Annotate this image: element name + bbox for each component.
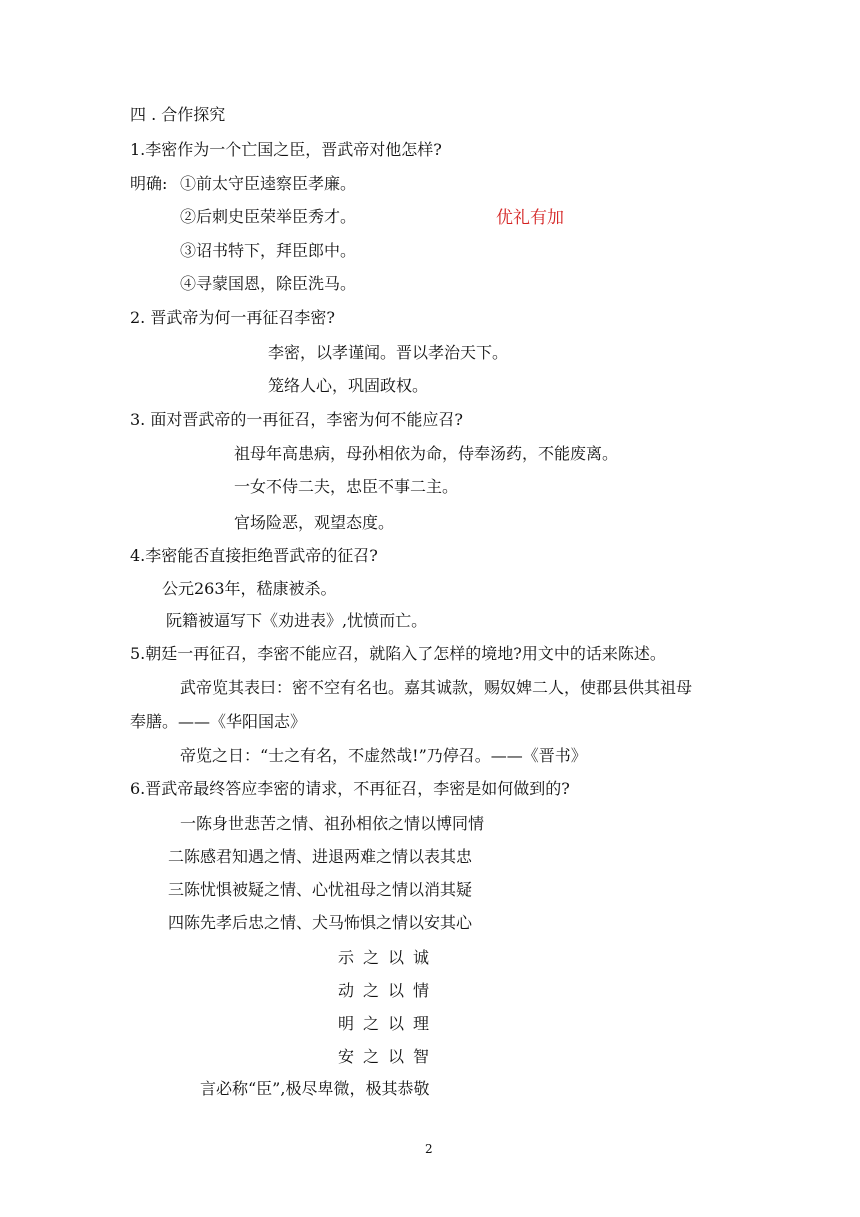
q6-summary-1: 示之以诚 (338, 948, 439, 967)
question-5: 5.朝廷一再征召，李密不能应召，就陷入了怎样的境地?用文中的话来陈述。 (130, 644, 666, 663)
q6-summary-3: 明之以理 (338, 1014, 439, 1033)
q4-answer-2: 阮籍被逼写下《劝进表》,忧愤而亡。 (166, 611, 428, 630)
q3-answer-2: 一女不侍二夫，忠臣不事二主。 (234, 477, 459, 496)
q5-quote-1-line-2: 奉膳。——《华阳国志》 (130, 712, 307, 731)
q1-note: 优礼有加 (496, 208, 564, 228)
question-1: 1.李密作为一个亡国之臣，晋武帝对他怎样? (130, 140, 442, 159)
q6-answer-2: 二陈感君知遇之情、进退两难之情以表其忠 (168, 847, 473, 866)
q2-answer-2: 笼络人心，巩固政权。 (268, 376, 429, 395)
q5-quote-1-line-1: 武帝览其表曰：密不空有名也。嘉其诚款，赐奴婢二人，使郡县供其祖母 (180, 678, 693, 697)
q6-summary-4: 安之以智 (338, 1047, 439, 1066)
q1-item-1: ①前太守臣逵察臣孝廉。 (180, 174, 357, 193)
q2-answer-1: 李密，以孝谨闻。晋以孝治天下。 (268, 343, 509, 362)
q6-closing: 言必称“臣”,极尽卑微，极其恭敬 (200, 1079, 430, 1098)
q6-summary-2: 动之以情 (338, 981, 439, 1000)
q5-quote-2: 帝览之日：“士之有名，不虚然哉!”乃停召。——《晋书》 (180, 746, 587, 765)
q6-answer-4: 四陈先孝后忠之情、犬马怖惧之情以安其心 (168, 913, 473, 932)
page-number: 2 (425, 1142, 433, 1156)
q6-answer-1: 一陈身世悲苦之情、祖孙相依之情以博同情 (180, 814, 485, 833)
question-6: 6.晋武帝最终答应李密的请求，不再征召，李密是如何做到的? (130, 779, 570, 798)
q1-item-3: ③诏书特下，拜臣郎中。 (180, 241, 357, 260)
question-4: 4.李密能否直接拒绝晋武帝的征召? (130, 546, 378, 565)
q3-answer-1: 祖母年高患病，母孙相依为命，侍奉汤药，不能废离。 (234, 444, 619, 463)
q3-answer-3: 官场险恶，观望态度。 (234, 513, 395, 532)
section-title: 四 . 合作探究 (130, 105, 226, 124)
answer-label: 明确: (130, 174, 168, 193)
q6-answer-3: 三陈忧惧被疑之情、心忧祖母之情以消其疑 (168, 880, 473, 899)
q1-item-2: ②后刺史臣荣举臣秀才。 (180, 207, 357, 226)
q4-answer-1: 公元263年，嵇康被杀。 (162, 579, 337, 598)
question-3: 3. 面对晋武帝的一再征召，李密为何不能应召? (130, 410, 463, 429)
q1-item-4: ④寻蒙国恩，除臣洗马。 (180, 274, 357, 293)
question-2: 2. 晋武帝为何一再征召李密? (130, 308, 335, 327)
